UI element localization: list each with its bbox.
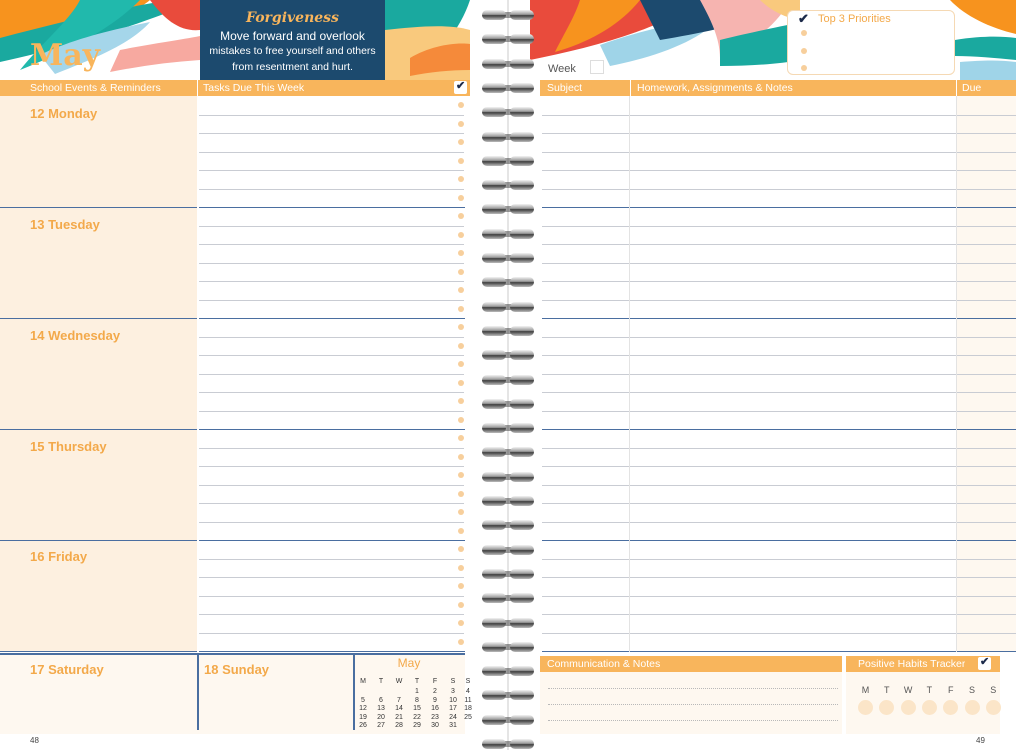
ruled-line [542, 411, 1016, 412]
task-bullet[interactable] [458, 639, 464, 645]
spiral-ring [480, 227, 538, 241]
ruled-line [199, 263, 464, 264]
quote-title: Forgiveness [246, 10, 339, 26]
ruled-line [199, 466, 464, 467]
calendar-date[interactable]: 7 [397, 696, 401, 704]
spiral-ring [480, 664, 538, 678]
task-bullet[interactable] [458, 398, 464, 404]
header-divider [197, 80, 198, 96]
task-bullet[interactable] [458, 324, 464, 330]
task-bullet[interactable] [458, 454, 464, 460]
ruled-line [199, 411, 464, 412]
ruled-line [199, 170, 464, 171]
spiral-ring [480, 640, 538, 654]
day-label-friday: 16 Friday [30, 549, 88, 564]
calendar-date[interactable]: 30 [431, 722, 439, 729]
spiral-ring [480, 397, 538, 411]
task-bullet[interactable] [458, 250, 464, 256]
ruled-line [542, 522, 1016, 523]
day-separator [542, 540, 1016, 541]
ruled-line [199, 374, 464, 375]
day-label-wednesday: 14 Wednesday [30, 328, 121, 343]
spiral-ring [480, 202, 538, 216]
day-separator [0, 540, 465, 541]
calendar-weekday: T [378, 678, 384, 685]
ruled-line [542, 170, 1016, 171]
dotted-line [548, 688, 838, 689]
ruled-line [542, 503, 1016, 504]
dotted-line [548, 720, 838, 721]
ruled-line [199, 448, 464, 449]
spiral-ring [480, 57, 538, 71]
habit-circle[interactable] [965, 700, 980, 715]
day-label-thursday: 15 Thursday [30, 439, 107, 454]
check-icon: ✔ [456, 80, 466, 92]
task-bullet[interactable] [458, 176, 464, 182]
calendar-date[interactable]: 26 [359, 722, 367, 729]
spiral-ring [480, 8, 538, 22]
task-bullet[interactable] [458, 546, 464, 552]
task-bullet[interactable] [458, 472, 464, 478]
task-bullet[interactable] [458, 102, 464, 108]
ruled-line [199, 633, 464, 634]
spiral-ring [480, 591, 538, 605]
day-label-monday: 12 Monday [30, 106, 98, 121]
calendar-date[interactable]: 4 [466, 688, 470, 695]
task-bullet[interactable] [458, 361, 464, 367]
week-label: Week [548, 63, 576, 75]
calendar-date[interactable]: 20 [377, 713, 385, 721]
calendar-date[interactable]: 6 [379, 696, 383, 704]
calendar-date[interactable]: 31 [449, 722, 457, 729]
day-separator [0, 318, 465, 319]
ruled-line [199, 392, 464, 393]
ruled-line [199, 355, 464, 356]
spiral-ring [480, 494, 538, 508]
quote-line-3: from resentment and hurt. [232, 61, 353, 73]
habits-check-box[interactable] [978, 657, 991, 670]
events-header: School Events & Reminders [30, 82, 161, 94]
task-bullet[interactable] [458, 195, 464, 201]
calendar-weekday: S [450, 678, 456, 685]
calendar-date[interactable]: 3 [451, 688, 455, 695]
spiral-ring [480, 275, 538, 289]
ruled-line [199, 300, 464, 301]
day-separator [0, 207, 465, 208]
day-separator [542, 429, 1016, 430]
task-bullet[interactable] [458, 565, 464, 571]
calendar-date[interactable]: 15 [413, 705, 421, 712]
month-title: May [30, 38, 101, 73]
spiral-ring [480, 154, 538, 168]
priority-bullet[interactable] [801, 65, 807, 71]
due-header: Due [962, 82, 982, 94]
task-bullet[interactable] [458, 435, 464, 441]
ruled-line [199, 281, 464, 282]
habit-day-label: M [861, 685, 870, 695]
calendar-date[interactable]: 10 [449, 696, 457, 704]
ruled-line [542, 152, 1016, 153]
ruled-line [542, 577, 1016, 578]
priorities-box [787, 10, 955, 75]
ruled-line [542, 226, 1016, 227]
calendar-date[interactable]: 19 [359, 713, 367, 721]
calendar-date[interactable]: 9 [433, 696, 437, 704]
day-label-saturday: 17 Saturday [30, 662, 104, 677]
header-divider [956, 80, 957, 96]
calendar-date[interactable]: 14 [395, 705, 403, 712]
page-number-left: 48 [30, 736, 39, 745]
calendar-date[interactable]: 28 [395, 722, 403, 729]
tasks-check-box[interactable] [454, 81, 467, 94]
spiral-ring [480, 348, 538, 362]
homework-header: Homework, Assignments & Notes [637, 82, 793, 94]
priorities-title: Top 3 Priorities [818, 13, 891, 25]
calendar-date[interactable]: 27 [377, 722, 385, 729]
calendar-date[interactable]: 5 [361, 696, 365, 704]
events-divider [197, 96, 199, 652]
habit-day-label: S [990, 685, 997, 695]
check-icon: ✔ [980, 656, 990, 668]
day-label-sunday: 18 Sunday [204, 662, 270, 677]
ruled-line [542, 133, 1016, 134]
header-divider [630, 80, 631, 96]
habit-circle[interactable] [858, 700, 873, 715]
spiral-ring [480, 737, 538, 750]
task-bullet[interactable] [458, 232, 464, 238]
ruled-line [542, 281, 1016, 282]
spiral-ring [480, 105, 538, 119]
task-bullet[interactable] [458, 491, 464, 497]
ruled-line [542, 337, 1016, 338]
day-separator [542, 318, 1016, 319]
spiral-ring [480, 616, 538, 630]
communication-header: Communication & Notes [547, 658, 661, 670]
task-bullet[interactable] [458, 158, 464, 164]
priority-bullet[interactable] [801, 48, 807, 54]
ruled-line [542, 263, 1016, 264]
habit-day-label: T [926, 685, 933, 695]
weekend-top-line [0, 653, 465, 655]
ruled-line [199, 596, 464, 597]
spiral-ring [480, 251, 538, 265]
check-icon: ✔ [798, 11, 809, 26]
spiral-ring [480, 470, 538, 484]
task-bullet[interactable] [458, 380, 464, 386]
task-bullet[interactable] [458, 287, 464, 293]
ruled-line [542, 485, 1016, 486]
calendar-date[interactable]: 2 [433, 688, 437, 695]
calendar-date[interactable]: 29 [413, 722, 421, 729]
ruled-line [542, 466, 1016, 467]
spiral-ring [480, 178, 538, 192]
calendar-date[interactable]: 24 [449, 713, 457, 721]
ruled-line [199, 133, 464, 134]
spiral-ring [480, 300, 538, 314]
ruled-line [542, 300, 1016, 301]
subject-header: Subject [547, 82, 583, 94]
spiral-ring [480, 445, 538, 459]
spiral-ring [480, 81, 538, 95]
page-number-right: 49 [976, 736, 985, 745]
habit-day-label: W [903, 685, 913, 695]
task-bullet[interactable] [458, 528, 464, 534]
habits-header: Positive Habits Tracker [858, 658, 966, 670]
day-separator [0, 651, 465, 652]
ruled-line [542, 189, 1016, 190]
ruled-line [199, 337, 464, 338]
calendar-date[interactable]: 13 [377, 705, 385, 712]
task-bullet[interactable] [458, 343, 464, 349]
spiral-ring [480, 130, 538, 144]
spiral-ring [480, 324, 538, 338]
right-column-divider [629, 96, 630, 652]
task-bullet[interactable] [458, 121, 464, 127]
calendar-date[interactable]: 21 [395, 713, 403, 721]
ruled-line [199, 485, 464, 486]
ruled-line [542, 392, 1016, 393]
task-bullet[interactable] [458, 213, 464, 219]
communication-area[interactable] [540, 672, 842, 734]
dotted-line [548, 704, 838, 705]
calendar-date[interactable]: 18 [464, 705, 472, 712]
ruled-line [199, 115, 464, 116]
ruled-line [199, 189, 464, 190]
task-bullet[interactable] [458, 269, 464, 275]
tasks-header: Tasks Due This Week [203, 82, 305, 94]
spiral-ring [480, 543, 538, 557]
ruled-line [199, 577, 464, 578]
habit-day-label: S [968, 685, 975, 695]
quote-line-2: mistakes to free yourself and others [209, 45, 376, 57]
calendar-date[interactable]: 1 [415, 688, 419, 695]
calendar-date[interactable]: 17 [449, 705, 457, 712]
ruled-line [542, 355, 1016, 356]
calendar-date[interactable]: 12 [359, 705, 367, 712]
calendar-date[interactable]: 22 [413, 713, 421, 721]
ruled-line [542, 374, 1016, 375]
weekend-divider [197, 655, 199, 730]
calendar-date[interactable]: 25 [464, 713, 472, 721]
ruled-line [199, 152, 464, 153]
habit-day-label: F [947, 685, 954, 695]
priority-bullet[interactable] [801, 30, 807, 36]
events-column [0, 96, 197, 652]
mini-calendar-title: May [397, 656, 421, 670]
week-number-box[interactable] [590, 60, 604, 74]
spiral-ring [480, 567, 538, 581]
habit-circle[interactable] [922, 700, 937, 715]
calendar-date[interactable]: 23 [431, 713, 439, 721]
task-bullet[interactable] [458, 620, 464, 626]
ruled-line [542, 448, 1016, 449]
ruled-line [199, 559, 464, 560]
calendar-date[interactable]: 16 [431, 705, 439, 712]
day-separator [0, 429, 465, 430]
day-separator [542, 651, 1016, 652]
calendar-date[interactable]: 8 [415, 696, 419, 704]
quote-line-1: Move forward and overlook [220, 29, 365, 43]
spiral-ring [480, 373, 538, 387]
calendar-weekday: M [360, 678, 366, 685]
ruled-line [199, 503, 464, 504]
day-label-tuesday: 13 Tuesday [30, 217, 100, 232]
spiral-ring [480, 518, 538, 532]
ruled-line [542, 633, 1016, 634]
ruled-line [542, 559, 1016, 560]
right-column-divider [956, 96, 957, 652]
task-bullet[interactable] [458, 139, 464, 145]
task-bullet[interactable] [458, 417, 464, 423]
day-separator [542, 207, 1016, 208]
calendar-weekday: W [395, 678, 403, 685]
task-bullet[interactable] [458, 509, 464, 515]
calendar-weekday: S [465, 678, 471, 685]
task-bullet[interactable] [458, 583, 464, 589]
calendar-weekday: F [432, 678, 438, 685]
spiral-ring [480, 688, 538, 702]
ruled-line [542, 614, 1016, 615]
calendar-weekday: T [414, 678, 420, 685]
spiral-ring [480, 32, 538, 46]
spiral-ring [480, 713, 538, 727]
ruled-line [199, 244, 464, 245]
ruled-line [199, 522, 464, 523]
task-bullet[interactable] [458, 602, 464, 608]
habit-day-label: T [884, 685, 890, 695]
ruled-line [542, 596, 1016, 597]
ruled-line [199, 226, 464, 227]
ruled-line [199, 614, 464, 615]
spiral-ring [480, 421, 538, 435]
calendar-date[interactable]: 11 [464, 696, 472, 704]
habit-circle[interactable] [986, 700, 1001, 715]
ruled-line [542, 244, 1016, 245]
task-bullet[interactable] [458, 306, 464, 312]
habit-circle[interactable] [901, 700, 916, 715]
ruled-line [542, 115, 1016, 116]
